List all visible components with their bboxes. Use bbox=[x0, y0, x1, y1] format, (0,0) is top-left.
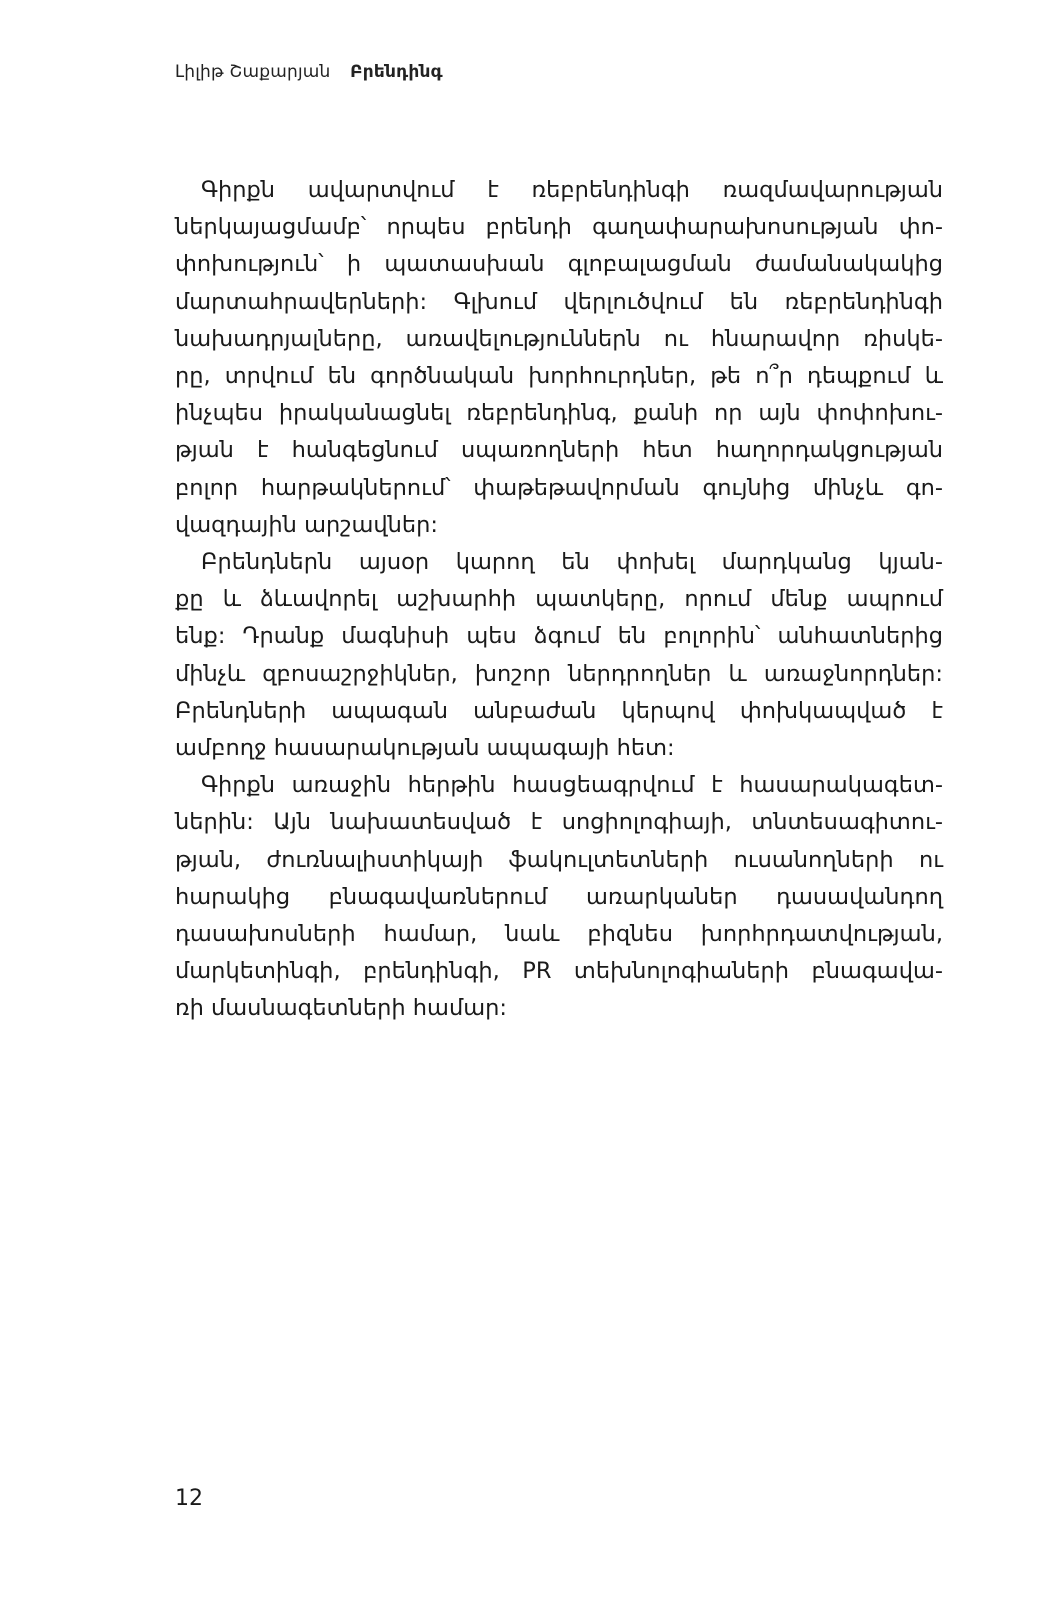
text-line: նախադրյալները, առավելություններն ու հնարավոր ռիսկե- bbox=[175, 325, 943, 352]
page-number: 12 bbox=[175, 1486, 203, 1511]
text-line: դասախոսների համար, նաև բիզնես խորհրդատվության, bbox=[175, 921, 943, 948]
text-line: ռի մասնագետների համար: bbox=[175, 995, 507, 1022]
paragraph-1 bbox=[175, 172, 943, 544]
text-line: ինչպես իրականացնել ռեբրենդինգ, քանի որ այն փոփոխու- bbox=[175, 400, 943, 427]
text-line: հարակից բնագավառներում առարկաներ դասավանդող bbox=[175, 883, 943, 910]
text-line: թյան է հանգեցնում սպառողների հետ հաղորդակցության bbox=[175, 437, 943, 464]
text-line: մարկետինգի, բրենդինգի, PR տեխնոլոգիաների բնագավա- bbox=[175, 958, 943, 985]
text-line: քը և ձևավորել աշխարհի պատկերը, որում մենք ապրում bbox=[175, 586, 943, 613]
text-line: մինչև զբոսաշրջիկներ, խոշոր ներդրողներ և առաջնորդներ: bbox=[175, 660, 943, 687]
text-line: ներկայացմամբ՝ որպես բրենդի գաղափարախոսության փո- bbox=[175, 214, 943, 241]
running-head-author: Լիլիթ Շաքարյան bbox=[175, 62, 331, 82]
body-text bbox=[175, 172, 943, 1028]
running-head bbox=[175, 62, 443, 82]
text-line: Բրենդների ապագան անբաժան կերպով փոխկապված է bbox=[175, 697, 943, 724]
text-line: փոխություն՝ ի պատասխան գլոբալացման ժամանակակից bbox=[175, 251, 943, 278]
paragraph-3 bbox=[175, 767, 943, 1027]
running-head-book-title: Բրենդինգ bbox=[350, 62, 443, 82]
text-line: ամբողջ հասարակության ապագայի հետ: bbox=[175, 735, 675, 762]
text-line: թյան, ժուռնալիստիկայի ֆակուլտետների ուսանողների ու bbox=[175, 846, 943, 873]
text-line: Բրենդներն այսօր կարող են փոխել մարդկանց կյան- bbox=[201, 549, 943, 576]
paragraph-2 bbox=[175, 544, 943, 767]
text-line: բոլոր հարթակներում՝ փաթեթավորման գույնից մինչև գո- bbox=[175, 474, 943, 501]
text-line: Գիրքն ավարտվում է ռեբրենդինգի ռազմավարության bbox=[201, 177, 943, 203]
text-line: րը, տրվում են գործնական խորհուրդներ, թե ո՞ր դեպքում և bbox=[175, 363, 943, 390]
text-line: վազդային արշավներ: bbox=[175, 511, 439, 538]
text-line: մարտահրավերների: Գլխում վերլուծվում են ռեբրենդինգի bbox=[175, 288, 943, 315]
text-line: ենք: Դրանք մագնիսի պես ձգում են բոլորին՝ անհատներից bbox=[175, 623, 943, 650]
text-line: Գիրքն առաջին հերթին հասցեագրվում է հասարակագետ- bbox=[201, 772, 943, 799]
text-line: ներին: Այն նախատեսված է սոցիոլոգիայի, տնտեսագիտու- bbox=[175, 809, 943, 836]
